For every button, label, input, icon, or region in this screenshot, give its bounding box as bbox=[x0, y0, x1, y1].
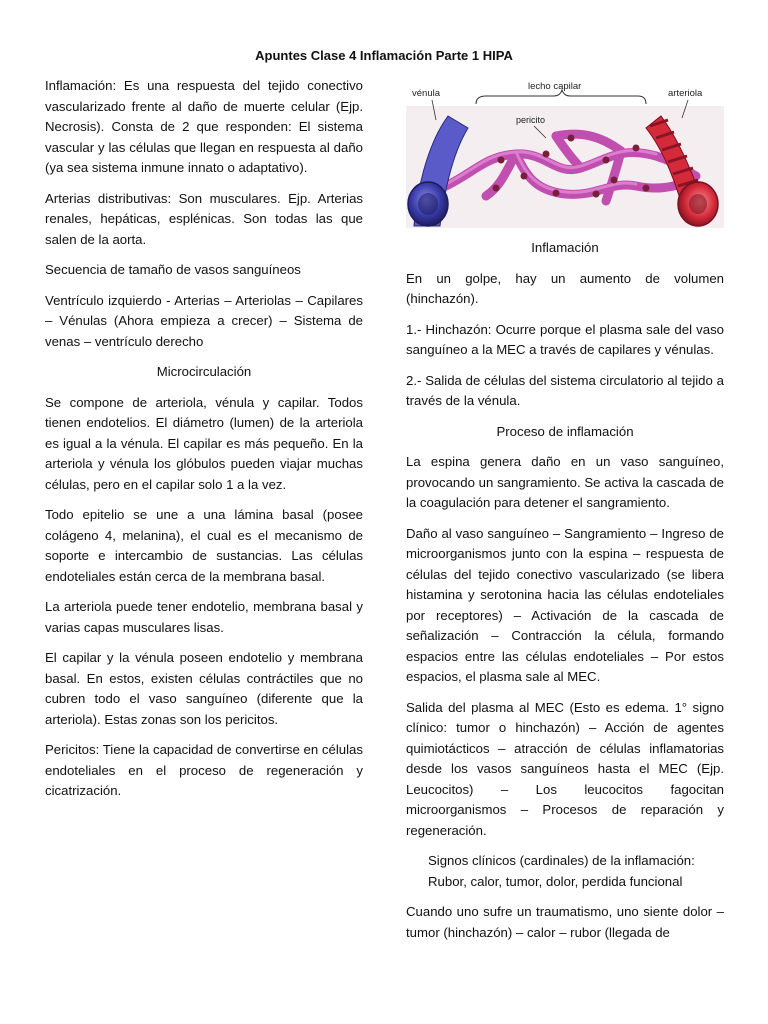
label-arteriola: arteriola bbox=[668, 88, 703, 99]
paragraph-capilar-venula: El capilar y la vénula poseen endotelio y membrana basal. En estos, existen células contráctiles que no cubren todo el vaso sanguíneo (diferente que la arteriola). Estas zonas son los pericitos. bbox=[45, 650, 363, 727]
paragraph-pericitos: Pericitos: Tiene la capacidad de convertirse en células endoteliales en el proceso de regeneración y cicatrización. bbox=[45, 742, 363, 798]
paragraph-salida-celulas: 2.- Salida de células del sistema circulatorio al tejido a través de la vénula. bbox=[406, 372, 724, 408]
paragraph-hinchazon: 1.- Hinchazón: Ocurre porque el plasma sale del vaso sanguíneo a la MEC a través de capilares y vénulas. bbox=[406, 321, 724, 357]
microcirculation-illustration bbox=[406, 76, 724, 228]
paragraph-arterias-distributivas: Arterias distributivas: Son musculares. Ejp. Arterias renales, hepáticas, esplénicas. Son todas las que salen de la aorta. bbox=[45, 190, 363, 247]
signos-clinicos bbox=[406, 851, 724, 892]
paragraph-epitelio: Todo epitelio se une a una lámina basal (posee colágeno 4, melanina), el cual es el mecanismo de soporte e intercambio de sustancias. Las células endoteliales están cerca de la membrana basal. bbox=[45, 507, 363, 584]
right-column bbox=[406, 76, 724, 953]
paragraph-arteriola: La arteriola puede tener endotelio, membrana basal y varias capas musculares lisas. bbox=[45, 599, 363, 635]
label-lecho-capilar: lecho capilar bbox=[528, 81, 582, 92]
paragraph-inflamacion: Inflamación: Es una respuesta del tejido conectivo vascularizado frente al daño de muerte celular (Ejp. Necrosis). Consta de 2 que responden: El sistema vascular y las células que llegan en respuesta al daño (ya sea sistema inmune innato o adaptativo). bbox=[45, 78, 363, 175]
heading-proceso-inflamacion: Proceso de inflamación bbox=[496, 423, 634, 439]
signos-list: Rubor, calor, tumor, dolor, perdida funcional bbox=[428, 873, 683, 889]
lecho-brace bbox=[476, 90, 646, 104]
paragraph-secuencia-title: Secuencia de tamaño de vasos sanguíneos bbox=[45, 262, 301, 277]
paragraph-golpe: En un golpe, hay un aumento de volumen (hinchazón). bbox=[406, 270, 724, 306]
heading-microcirculacion: Microcirculación bbox=[156, 364, 252, 379]
label-venula: vénula bbox=[412, 88, 440, 99]
left-column bbox=[45, 76, 363, 812]
paragraph-salida-plasma: Salida del plasma al MEC (Esto es edema. 1° signo clínico: tumor o hinchazón) – Acción de agentes quimiotácticos – atracción de células inflamatorias desde los vasos sanguíneos hasta el MEC (Ejp. Leucocitos) – Los leucocitos fagocitan microorganismos – Procesos de reparación y regeneración. bbox=[406, 699, 724, 838]
signos-title: Signos clínicos (cardinales) de la inflamación: bbox=[428, 853, 695, 868]
microcirculation-figure bbox=[406, 76, 724, 228]
paragraph-secuencia: Ventrículo izquierdo - Arterias – Arteriolas – Capilares – Vénulas (Ahora empieza a crecer) – Sistema de venas – ventrículo derecho bbox=[45, 292, 363, 349]
paragraph-traumatismo: Cuando uno sufre un traumatismo, uno siente dolor – tumor (hinchazón) – calor – rubor (llegada de bbox=[406, 904, 724, 940]
paragraph-espina: La espina genera daño en un vaso sanguíneo, provocando un sangramiento. Se activa la cascada de la coagulación para detener el sangramiento. bbox=[406, 454, 724, 510]
paragraph-dano-vaso: Daño al vaso sanguíneo – Sangramiento – Ingreso de microorganismos junto con la espina – respuesta de células del tejido conectivo vascularizado (se libera histamina y serotonina hacia las células endoteliales por receptores) – Activación de la cascada de señalización – Contracción la célula, formando espacios entre las células endoteliales – Por estos espacios, el plasma sale al MEC. bbox=[406, 525, 724, 684]
document-title: Apuntes Clase 4 Inflamación Parte 1 HIPA bbox=[255, 48, 513, 63]
paragraph-microcirculacion: Se compone de arteriola, vénula y capilar. Todos tienen endotelios. El diámetro (lumen) de la arteriola es igual a la vénula. El capilar es más pequeño. En la arteriola y vénula los glóbulos pueden viajar muchas células, pero en el capilar solo 1 a la vez. bbox=[45, 394, 363, 492]
label-pericito: pericito bbox=[516, 115, 546, 125]
figure-caption: Inflamación bbox=[531, 240, 599, 255]
